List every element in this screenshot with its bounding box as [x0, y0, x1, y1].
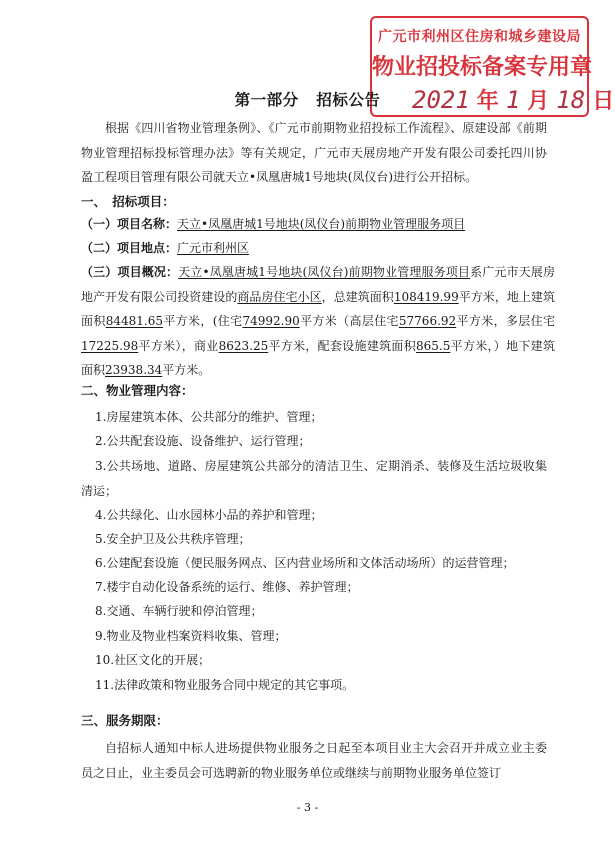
- section3-heading: 三、服务期限：: [81, 713, 169, 728]
- list-item: 1.房屋建筑本体、公共部分的维护、管理；: [95, 410, 323, 424]
- overview-text-1: 系广元市天展房地产开发有限公司投资建设的: [81, 265, 555, 304]
- list-item: 3.公共场地、道路、房屋建筑公共部分的清洁卫生、定期消杀、装修及生活垃圾收集清运；: [81, 459, 547, 498]
- overview-total-area: 108419.99: [393, 289, 459, 304]
- stamp-authority: 广元市利州区住房和城乡建设局: [378, 29, 581, 45]
- overview-text-2: ，总建筑面积: [321, 289, 394, 304]
- title-name: 招标公告: [316, 91, 381, 109]
- list-item: 4.公共绿化、山水园林小品的养护和管理；: [95, 508, 323, 522]
- stamp-month: 1: [505, 86, 521, 114]
- list-item: 5.安全护卫及公共秩序管理；: [95, 532, 251, 546]
- overview-type: 商品房住宅小区: [237, 289, 322, 304]
- page-title: [0, 88, 615, 110]
- overview-text-8: 平方米，配套设施建筑面积: [268, 338, 416, 353]
- list-item: 6.公建配套设施（便民服务网点、区内营业场所和文体活动场所）的运营管理；: [95, 556, 515, 570]
- list-item: 11.法律政策和物业服务合同中规定的其它事项。: [95, 678, 355, 692]
- service-term-paragraph: 自招标人通知中标人进场提供物业服务之日起至本项目业主大会召开并成立业主委员之日止，业主委员会可选聘新的物业服务单位或继续与前期物业服务单位签订: [81, 741, 547, 780]
- list-item: 7.楼宇自动化设备系统的运行、维修、养护管理；: [95, 580, 359, 594]
- overview-text-10: 平方米。: [162, 363, 211, 377]
- overview-facility-area: 865.5: [416, 338, 451, 353]
- overview-underground-area: 23938.34: [105, 363, 163, 377]
- list-item: 9.物业及物业档案资料收集、管理；: [95, 629, 287, 643]
- page-number: - 3 -: [296, 801, 319, 814]
- stamp-day-label: 日: [592, 88, 615, 114]
- project-location-value: 广元市利州区: [177, 241, 250, 255]
- section2-heading: 二、物业管理内容：: [81, 383, 194, 398]
- title-part: 第一部分: [234, 91, 299, 109]
- project-name-value: 天立•凤凰唐城1号地块(凤仪台)前期物业管理服务项目: [177, 217, 466, 231]
- project-name-row: [81, 212, 548, 236]
- overview-text-4: 平方米，(住宅: [162, 314, 243, 328]
- section1-heading: 一、 招标项目：: [81, 194, 175, 209]
- overview-text-7: 平方米），商业: [138, 338, 219, 353]
- stamp-year-label: 年: [476, 88, 499, 114]
- overview-residential-area: 74992.90: [242, 314, 300, 328]
- overview-text-3: 平方米，地上建筑面积: [81, 289, 555, 328]
- project-location-row: [81, 236, 548, 260]
- overview-text-5: 平方米（高层住宅: [299, 314, 399, 328]
- overview-text-6: 平方米，多层住宅: [456, 314, 555, 328]
- overview-highrise-area: 57766.92: [398, 314, 457, 328]
- stamp-month-label: 月: [527, 88, 550, 114]
- list-item: 10.社区文化的开展；: [95, 653, 211, 667]
- project-name-label: （一）项目名称：: [81, 217, 178, 231]
- stamp-day: 18: [556, 86, 586, 114]
- stamp-purpose: 物业招投标备案专用章: [372, 54, 593, 80]
- project-location-label: （二）项目地点：: [81, 241, 178, 255]
- project-overview-paragraph: [81, 260, 555, 383]
- overview-project: 天立•凤凰唐城1号地块(凤仪台)前期物业管理服务项目: [178, 265, 471, 279]
- overview-text-9: 平方米，）地下建筑面积: [81, 338, 555, 377]
- intro-paragraph: 根据《四川省物业管理条例》、《广元市前期物业招投标工作流程》、原建设部《前期物业管理招标投标管理办法》等有关规定，广元市天展房地产开发有限公司委托四川协盈工程项目管理有限公司就天立•凤凰唐城1号地块(凤仪台)进行公开招标。: [81, 121, 547, 184]
- overview-multistory-area: 17225.98: [81, 338, 139, 353]
- overview-above-area: 84481.65: [105, 314, 163, 328]
- overview-commercial-area: 8623.25: [218, 338, 269, 353]
- stamp-year: 2021: [412, 86, 470, 114]
- list-item: 2.公共配套设施、设备维护、运行管理；: [95, 434, 311, 448]
- project-overview-label: （三）项目概况：: [81, 265, 179, 279]
- list-item: 8.交通、车辆行驶和停泊管理；: [95, 604, 263, 618]
